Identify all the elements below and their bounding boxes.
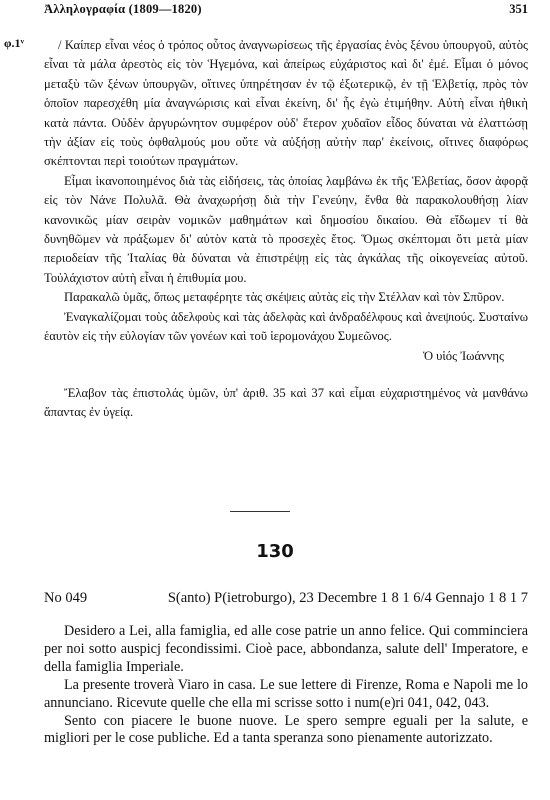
document-number: 130 xyxy=(256,541,294,562)
italian-paragraph: La presente troverà Viaro in casa. Le sue lettere di Firenze, Roma e Napoli me lo annunciano. Ricevute quelle che ella mi scrisse sotto i num(e)ri 041, 042, 043. xyxy=(44,676,528,711)
folio-margin-note: φ.1ᵛ xyxy=(4,36,25,50)
italian-paragraph: Desidero a Lei, alla famiglia, ed alle cose patrie un anno felice. Qui comminciera per noi sotto auspicj fecondissimi. Cioè pace, abbondanza, salute dell' Imperatore, e della famiglia Imperiale. xyxy=(44,623,528,675)
letter-number: No 049 xyxy=(44,590,88,606)
greek-paragraph: Ἐναγκαλίζομαι τοὺς ἀδελφοὺς καὶ τὰς ἀδελφὰς καὶ ἀνδραδέλφους καὶ ἀνεψιούς. Συσταίνω ἑαυτὸν εἰς τὴν εὐλογίαν τῶν γονέων καὶ τοῦ ἱερομονάχου Συμεῶνος. xyxy=(44,309,528,344)
document-heading-line xyxy=(44,590,528,607)
signature: Ὁ υἱός Ἰωάννης xyxy=(423,348,504,363)
page-number: 351 xyxy=(509,2,528,16)
greek-letter-body xyxy=(44,36,528,423)
italian-paragraph: Sento con piacere le buone nuove. Le spero sempre eguali per la salute, e migliori per le cose publiche. Ed a tanta speranza sono pienamente autorizzato. xyxy=(44,712,528,747)
place-date: S(anto) P(ietroburgo), 23 Decembre 1 8 1 6/4 Gennajo 1 8 1 7 xyxy=(167,590,528,606)
italian-letter-body xyxy=(44,623,528,748)
running-title: Ἀλληλογραφία (1809—1820) xyxy=(44,2,202,16)
greek-paragraph: Εἶμαι ἱκανοποιημένος διὰ τὰς εἰδήσεις, τὰς ὁποίας λαμβάνω ἐκ τῆς Ἑλβετίας, ὅσον ἀφορᾷ εἰς τὸν Νάνε Πολυλᾶ. Θὰ ἀναχωρήσῃ διὰ τὴν Γενεύην, ἔνθα θὰ παρακολουθήσῃ λίαν κανονικῶς μίαν σειρὰν νομικῶν μαθημάτων καὶ δημοσίου δικαίου. Θὰ εἴδωμεν τί θὰ δυνηθῶμεν νὰ πράξωμεν δι' αὐτὸν κατὰ τὸ προσεχὲς ἔτος. Ὅμως σκέπτομαι ὅτι μετὰ μίαν περιοδείαν τῆς Ἰταλίας θὰ δύναται νὰ ἐπιστρέψῃ εἰς τὰς ἀγκάλας τῆς οἰκογενείας αὐτοῦ. Τοὐλάχιστον αὐτὴ εἶναι ἡ ἐπιθυμία μου. xyxy=(44,173,528,285)
greek-paragraph: / Καίπερ εἶναι νέος ὁ τρόπος οὗτος ἀναγνωρίσεως τῆς ἐργασίας ἑνὸς ξένου ὑπουργοῦ, αὐτὸς εἶναι τὰ μάλα ἀρεστὸς εἰς τὸν Ἡγεμόνα, καὶ ἀπείρως εὐχάριστος καὶ δι' ἐμέ. Εἶμαι ὁ μόνος μεταξὺ τῶν ξένων ὑπουργῶν, οἵτινες ὑπηρέτησαν ἐν τῷ ἐξωτερικῷ, ἐν τῇ Ἑλβετίᾳ, πρὸς τὸν ὁποῖον παρεσχέθη μία ἀναγνώρισις καὶ εἶναι ἐκείνη, δι' ἧς ἐγὼ ἐτιμήθην. Αὐτὴ εἶναι ἠθικὴ κατὰ πάντα. Οὐδὲν ἀργυρώνητον συμφέρον οὐδ' ἕτερον χυδαῖον εἶδος δύναται νὰ ἐλαττώσῃ τὴν ἀξίαν εἰς τοὺς ὀφθαλμούς μου οὔτε νὰ αὐξήσῃ αὐτὴν παρ' ἐκείνοις, οἵτινες διαφόρως σκέπτονται περὶ τοιούτων πραγμάτων. xyxy=(44,38,528,169)
running-header xyxy=(44,2,528,20)
greek-paragraph: Παρακαλῶ ὑμᾶς, ὅπως μεταφέρητε τὰς σκέψεις αὐτὰς εἰς τὴν Στέλλαν καὶ τὸν Σπῦρον. xyxy=(64,290,505,305)
section-divider xyxy=(230,511,290,512)
postscript: Ἔλαβον τὰς ἐπιστολάς ὑμῶν, ὑπ' ἀριθ. 35 καὶ 37 καὶ εἶμαι εὐχαριστημένος νὰ μανθάνω ἅπαντας ἐν ὑγείᾳ. xyxy=(44,385,528,420)
